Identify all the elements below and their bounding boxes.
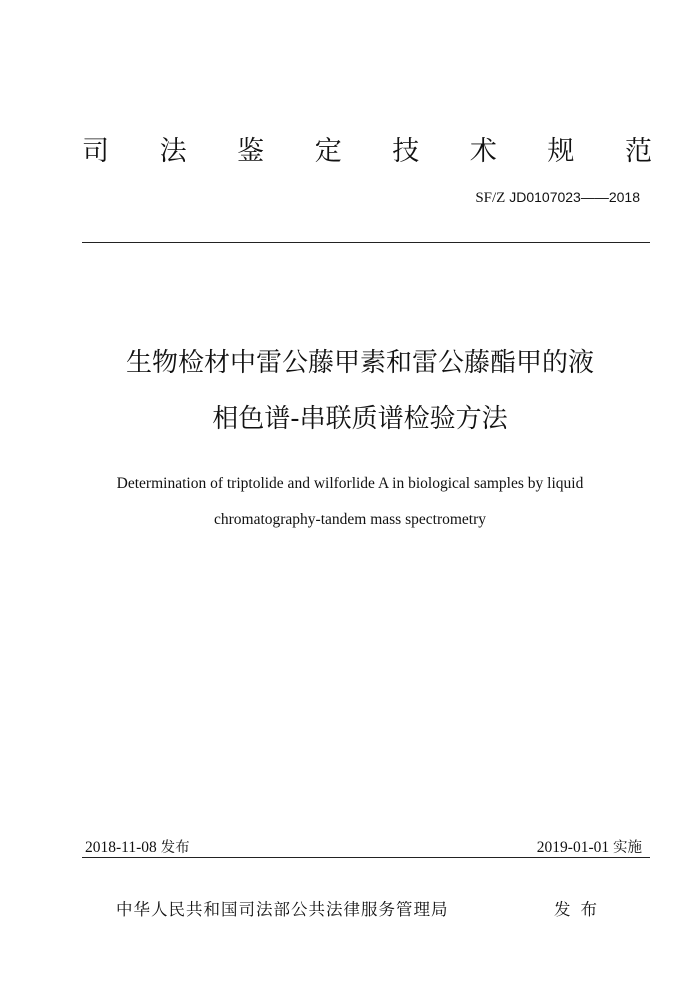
standard-type-title	[82, 128, 652, 168]
title-char: 定	[314, 135, 342, 167]
standard-prefix: SF/Z	[475, 190, 506, 206]
standard-number	[430, 189, 640, 207]
title-char: 规	[547, 135, 575, 167]
english-title	[60, 466, 640, 538]
title-char: 技	[392, 135, 420, 167]
chinese-title	[60, 335, 660, 447]
effective-date: 2019-01-01	[536, 839, 610, 856]
title-char: 司	[82, 135, 109, 167]
publish-label: 发布	[160, 840, 190, 856]
issuing-authority: 中华人民共和国司法部公共法律服务管理局	[116, 900, 449, 919]
chinese-title-line-2: 相色谱-串联质谱检验方法	[212, 404, 508, 434]
issue-action: 发布	[554, 900, 607, 919]
title-char: 范	[624, 135, 652, 167]
top-divider	[82, 242, 650, 243]
title-char: 鉴	[237, 135, 265, 167]
publish-date-line	[85, 836, 190, 857]
chinese-title-line-1: 生物检材中雷公藤甲素和雷公藤酯甲的液	[125, 348, 594, 378]
bottom-divider	[82, 857, 650, 858]
publish-date: 2018-11-08	[85, 839, 157, 856]
standard-code: JD0107023——2018	[509, 189, 640, 205]
english-title-line-2: chromatography-tandem mass spectrometry	[213, 511, 487, 528]
title-char: 术	[469, 135, 497, 167]
effective-date-line	[537, 836, 642, 857]
title-char: 法	[159, 135, 187, 167]
english-title-line-1: Determination of triptolide and wilforlide A in biological samples by liquid	[116, 475, 584, 492]
effective-label: 实施	[613, 840, 642, 856]
